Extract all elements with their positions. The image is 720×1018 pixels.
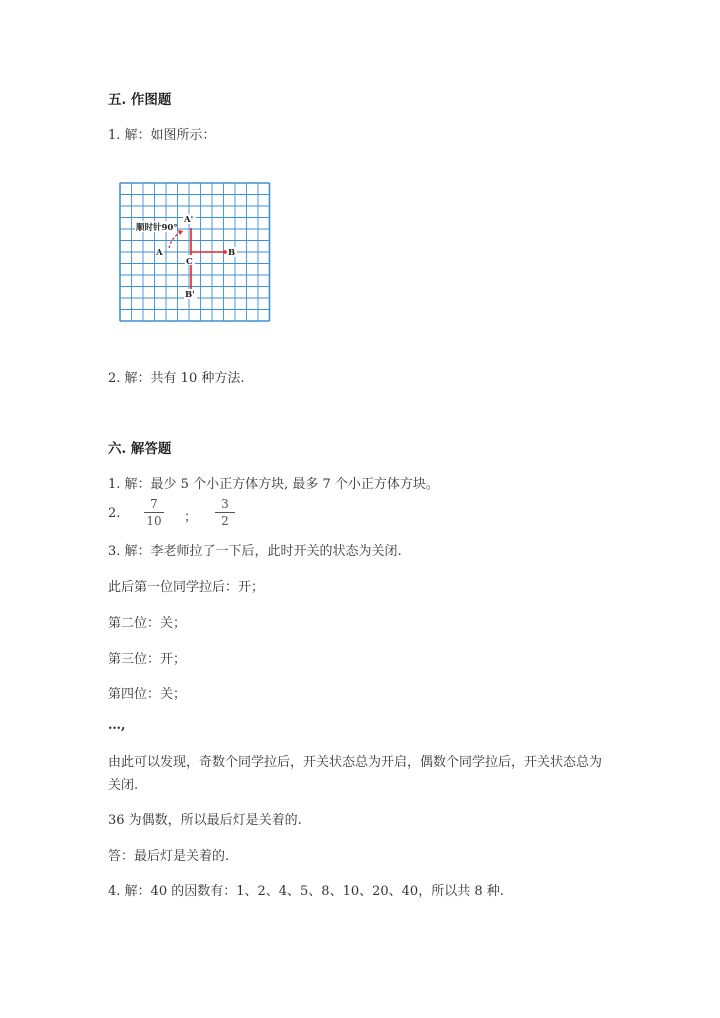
fraction-separator: ； [184,510,198,525]
rotation-label: 顺时针90° [136,223,178,233]
q3-line: 此后第一位同学拉后：开； [108,580,265,595]
section5-q2 [108,367,245,386]
section5-q1 [108,124,216,143]
fraction-numerator: 3 [221,497,229,511]
q3-line: 第四位：关； [108,687,187,702]
q3-paragraph: 由此可以发现，奇数个同学拉后，开关状态总为开启，偶数个同学拉后，开关状态总为关闭. [108,755,603,793]
q3-conclusion: 36 为偶数，所以最后灯是关着的. [108,813,302,828]
question-label: 1. 解： [108,128,151,143]
answer-text: 最少 5 个小正方体方块, 最多 7 个小正方体方块。 [150,477,439,492]
answer-text: 如图所示： [150,128,216,143]
section6-q3 [108,540,402,559]
point-c-label: C [186,257,193,267]
section5-heading: 五. 作图题 [108,92,172,108]
section6-q4 [108,880,504,899]
rotation-arrowhead [178,230,183,235]
section6-heading: 六. 解答题 [108,441,172,457]
point-b-label: B [228,248,236,258]
answer-text: 李老师拉了一下后，此时开关的状态为关闭. [150,544,402,559]
fraction-seven-tenths [143,497,165,528]
grid-diagram [117,180,273,325]
q3-ellipsis: …, [108,718,126,733]
fraction-denominator: 10 [146,514,162,528]
point-a-label: A [156,248,163,258]
point-b-prime-label: B' [185,290,195,300]
point-a-prime-label: A' [184,215,194,225]
fraction-denominator: 2 [221,514,229,528]
q3-line: 第三位：开； [108,652,187,667]
fraction-three-halves [214,497,236,528]
fraction-bar [215,512,235,513]
question-label: 1. 解： [108,477,151,492]
answer-text: 共有 10 种方法. [150,371,245,386]
point-b-dot [223,250,227,254]
fraction-numerator: 7 [150,497,158,511]
fraction-bar [144,512,164,513]
section6-q1 [108,473,439,492]
rotation-figure [117,180,273,325]
answer-text: 40 的因数有：1、2、4、5、8、10、20、40，所以共 8 种. [150,884,504,899]
question-label: 3. 解： [108,544,151,559]
question-label: 2. 解： [108,371,151,386]
question-label: 4. 解： [108,884,151,899]
q3-answer: 答：最后灯是关着的. [108,849,230,864]
section6-q2-label: 2. [108,506,121,521]
q3-line: 第二位：关； [108,616,187,631]
